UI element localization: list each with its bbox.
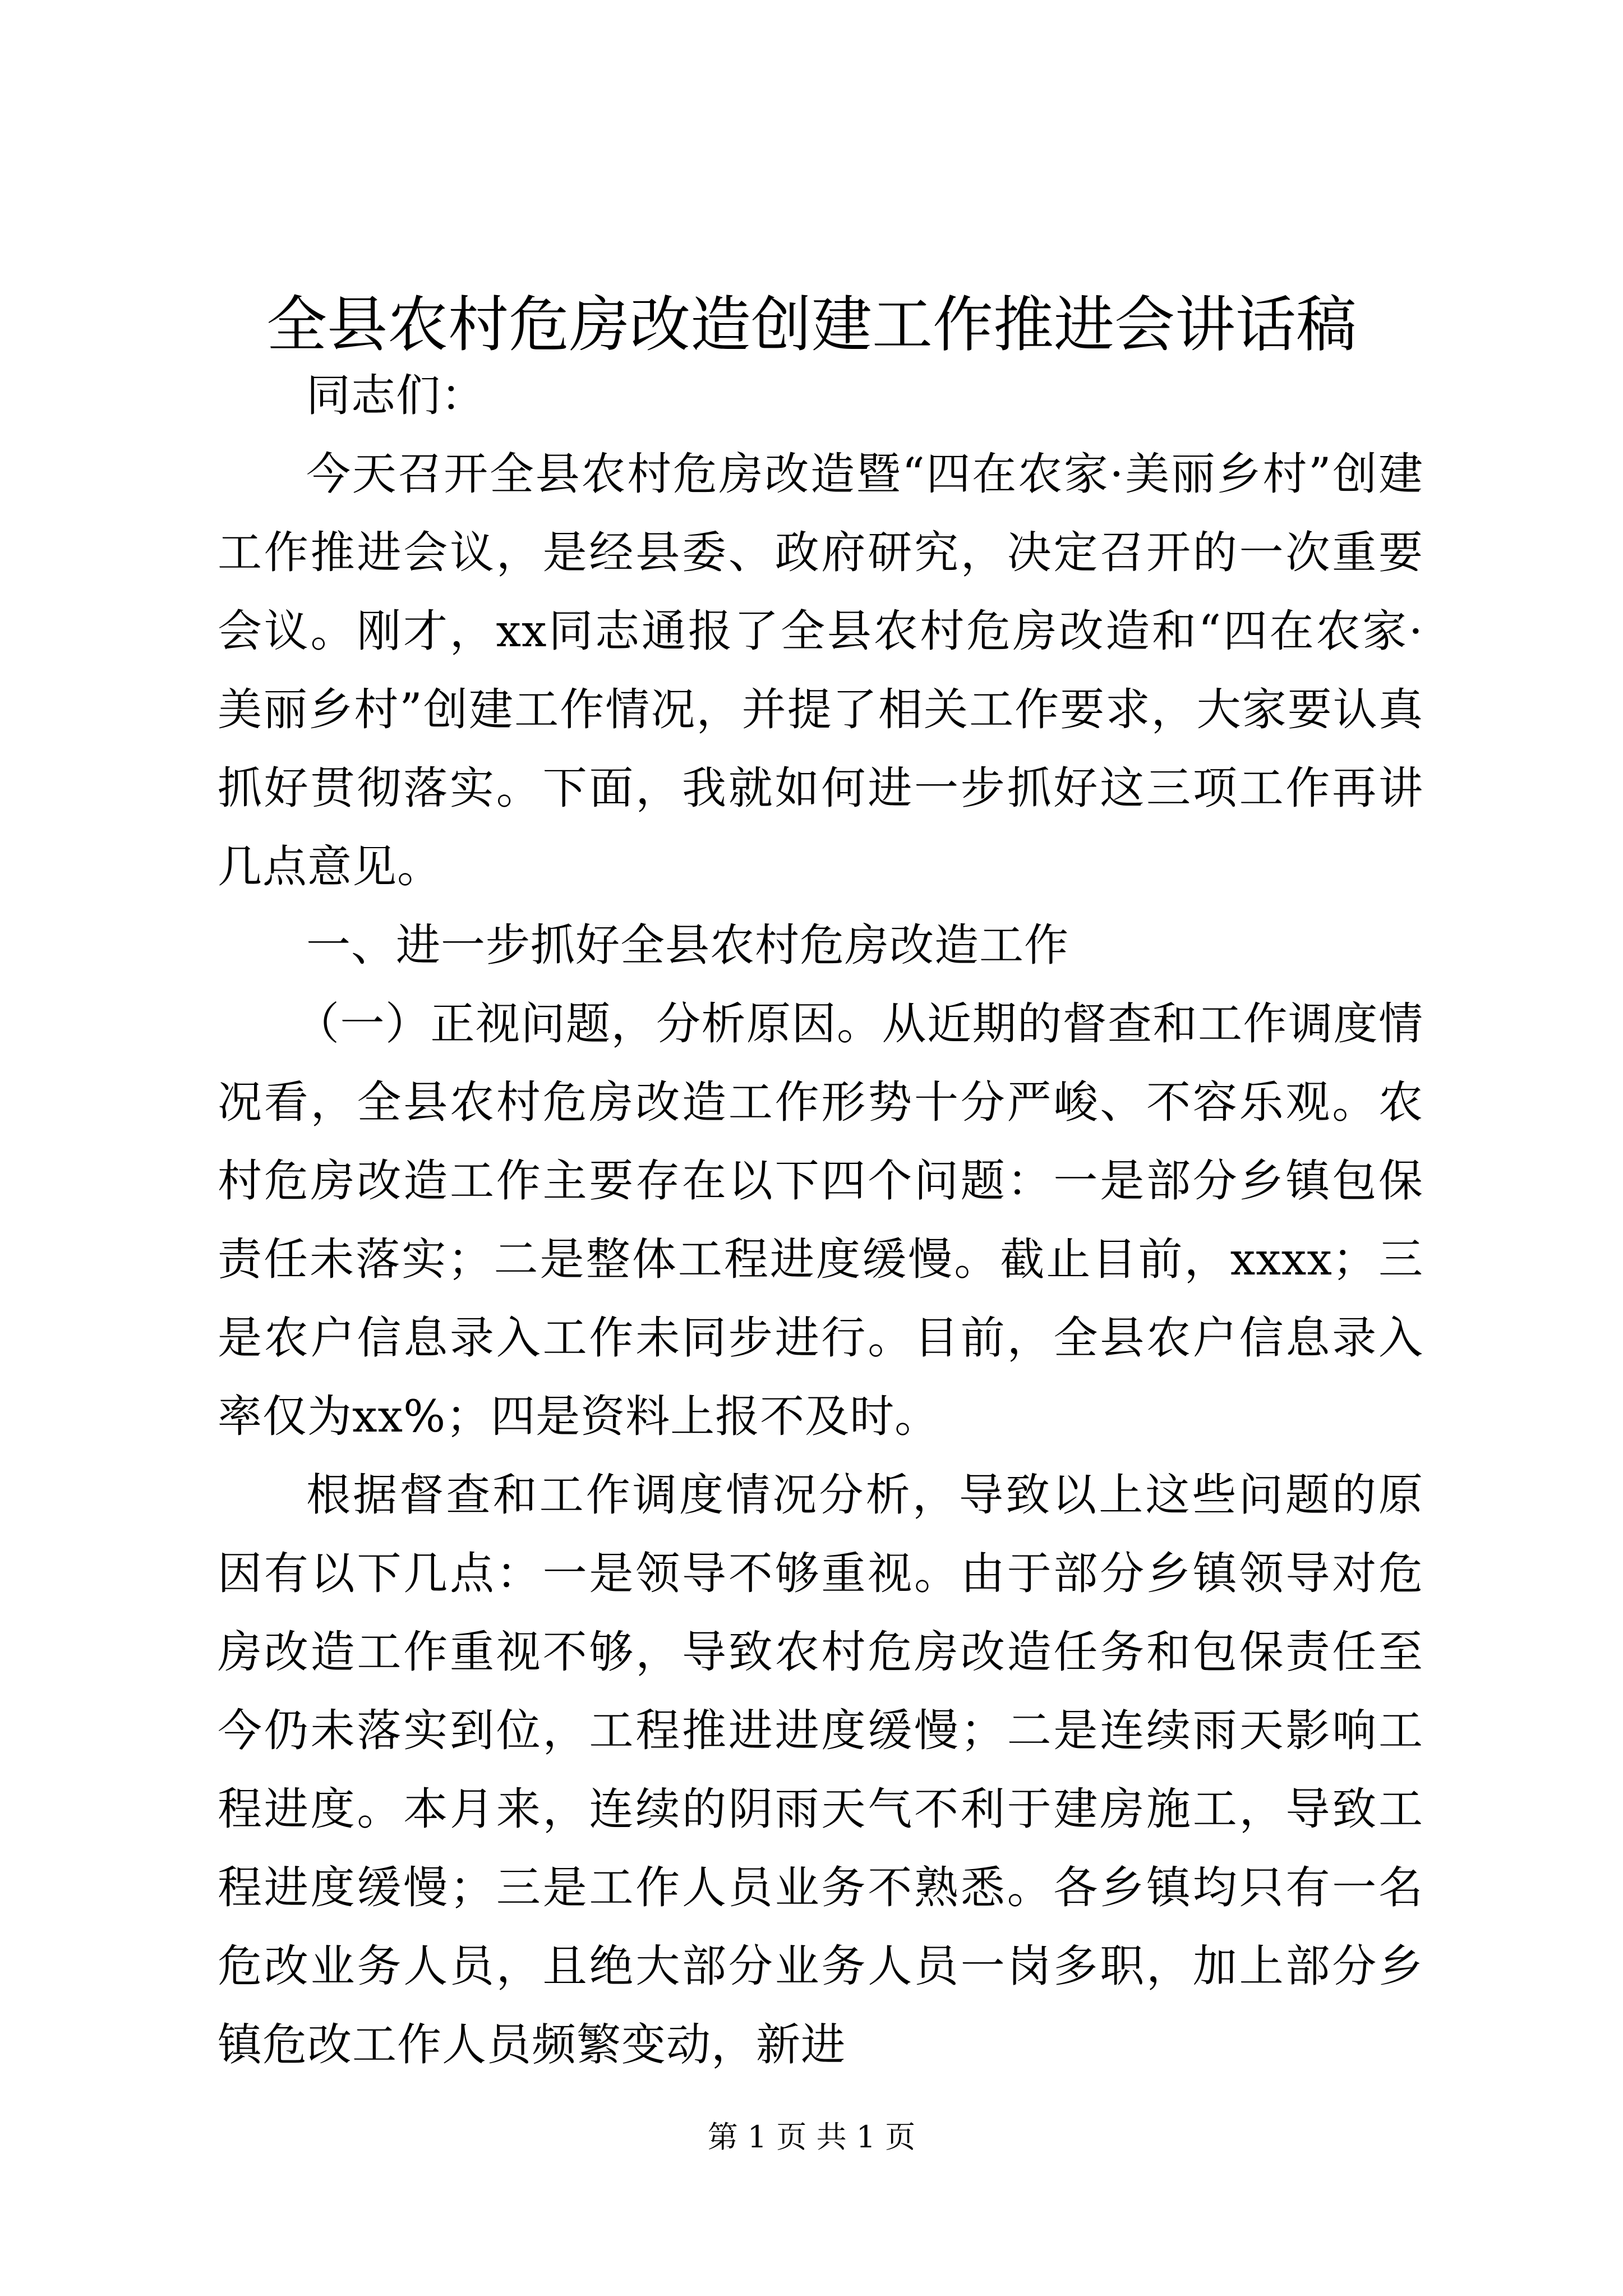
salutation-paragraph: 同志们：	[306, 370, 486, 421]
causes-paragraph: 根据督查和工作调度情况分析，导致以上这些问题的原因有以下几点：一是领导不够重视。由于部分乡镇领导对危房改造工作重视不够，导致农村危房改造任务和包保责任至今仍未落实到位，工程推进进度缓慢；二是连续雨天影响工程进度。本月来，连续的阴雨天气不利于建房施工，导致工程进度缓慢；三是工作人员业务不熟悉。各乡镇均只有一名危改业务人员，且绝大部分业务人员一岗多职，加上部分乡镇危改工作人员频繁变动，新进	[218, 1469, 1423, 2070]
page-footer: 第 1 页 共 1 页	[707, 2119, 916, 2155]
document-title: 全县农村危房改造创建工作推进会讲话稿	[266, 290, 1357, 360]
section-heading: 一、进一步抓好全县农村危房改造工作	[306, 919, 1069, 971]
intro-paragraph: 今天召开全县农村危房改造暨“四在农家·美丽乡村”创建工作推进会议，是经县委、政府研究，决定召开的一次重要会议。刚才，xx同志通报了全县农村危房改造和“四在农家·美丽乡村”创建工作情况，并提了相关工作要求，大家要认真抓好贯彻落实。下面，我就如何进一步抓好这三项工作再讲几点意见。	[218, 448, 1423, 892]
problems-paragraph: （一）正视问题，分析原因。从近期的督查和工作调度情况看，全县农村危房改造工作形势十分严峻、不容乐观。农村危房改造工作主要存在以下四个问题：一是部分乡镇包保责任未落实；二是整体工程进度缓慢。截止目前，xxxx；三是农户信息录入工作未同步进行。目前，全县农户信息录入率仅为xx%；四是资料上报不及时。	[218, 998, 1423, 1442]
document-body	[218, 356, 1423, 2084]
